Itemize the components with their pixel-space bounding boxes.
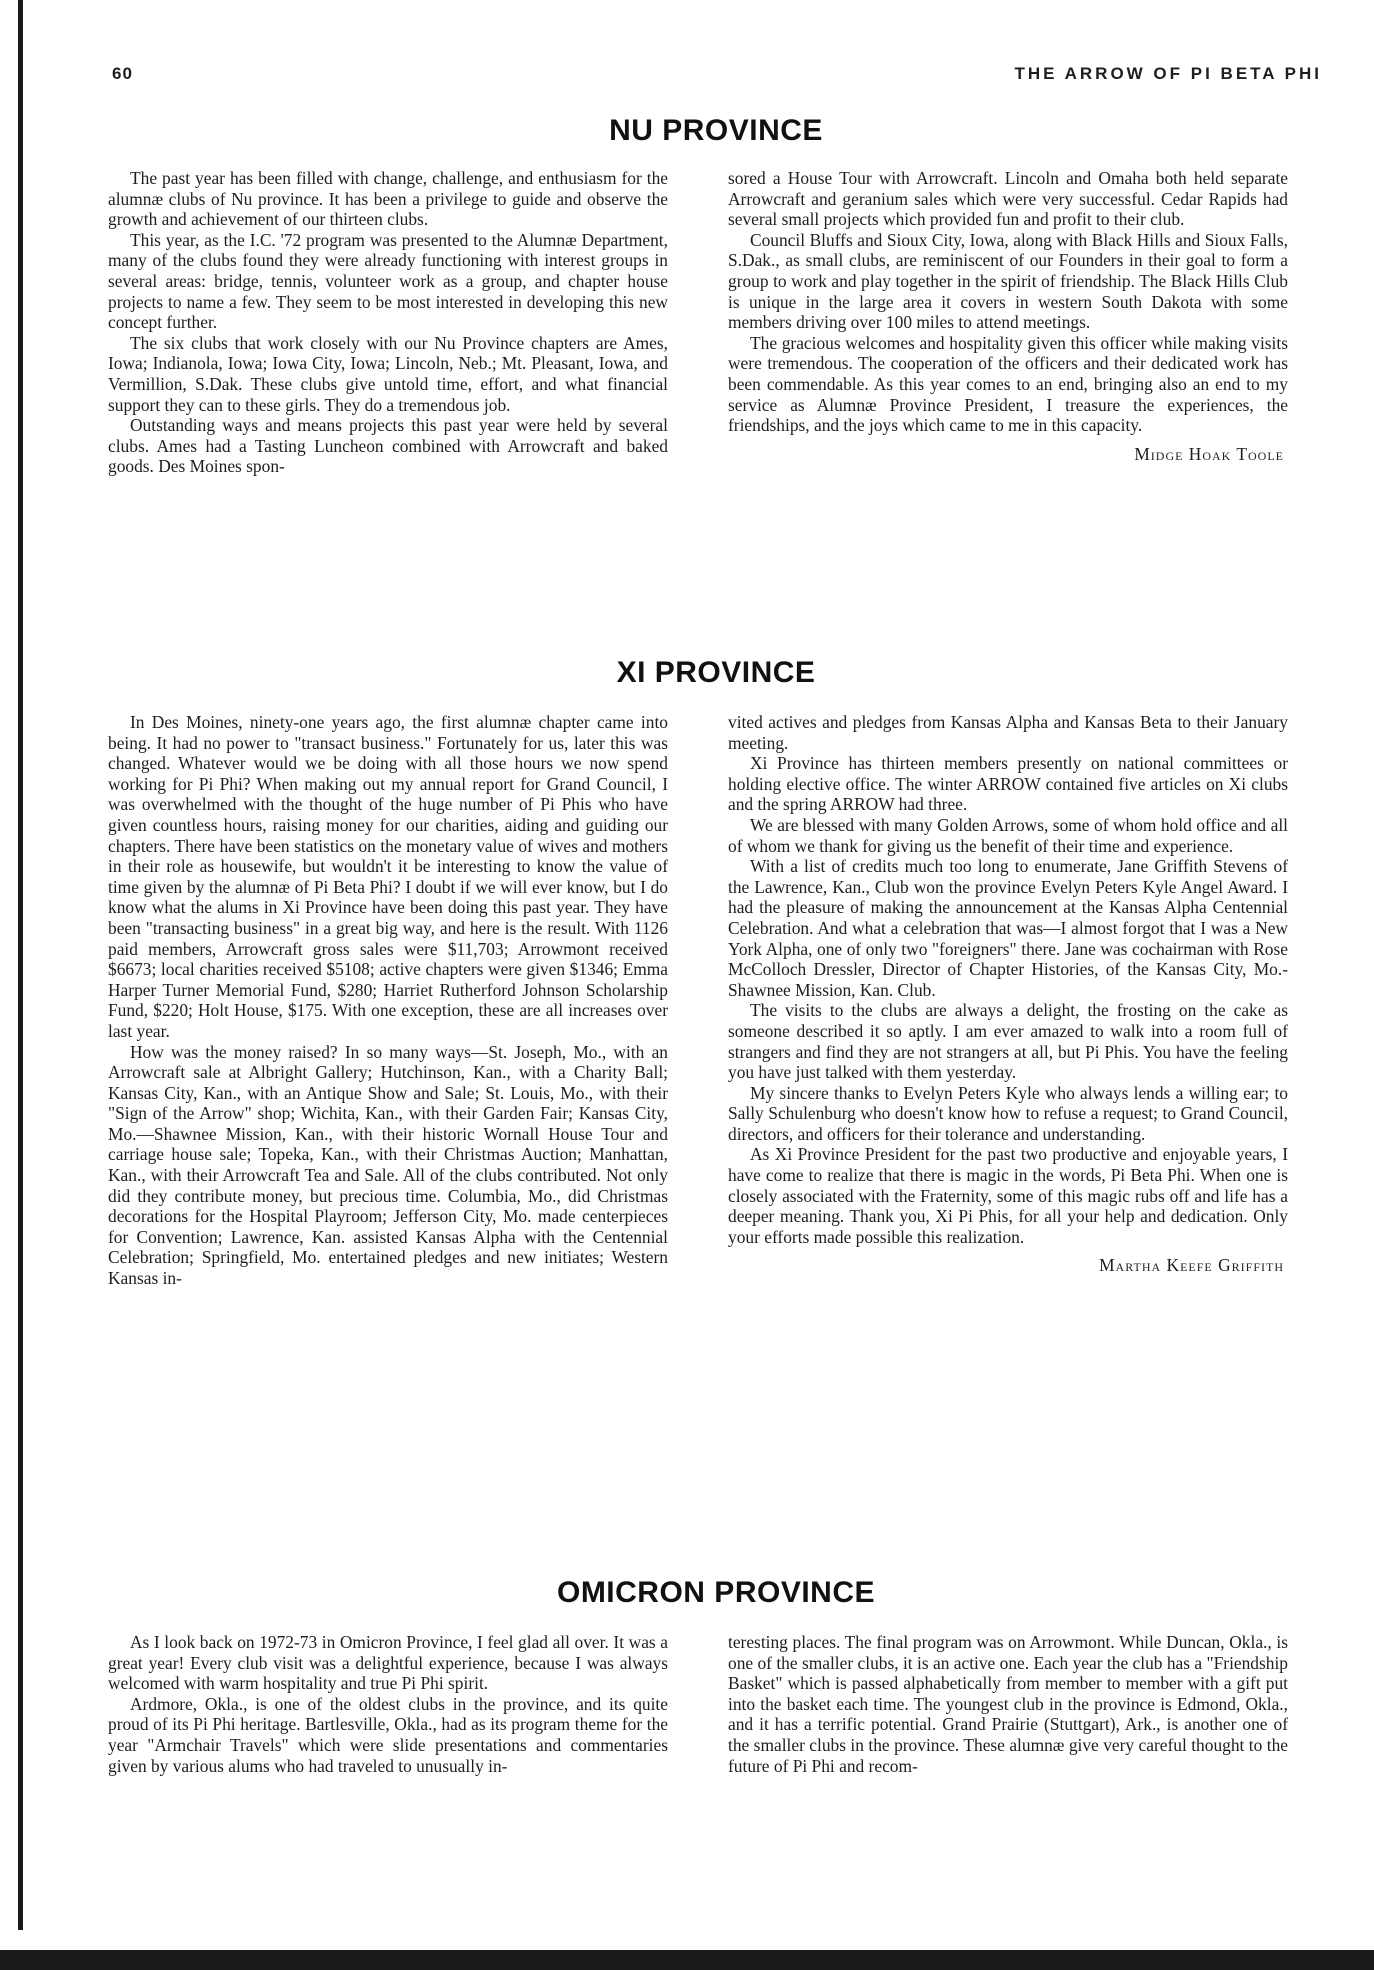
page-bottom-rule: [0, 1950, 1374, 1970]
nu-paragraph: This year, as the I.C. '72 program was presented to the Alumnæ Department, many of the clubs found they were already functioning with interest groups in several areas: bridge, tennis, volunteer work as a group, and chapter house projects to name a few. They seem to be most interested in developing this new concept further.: [108, 229, 668, 333]
omicron-province-title: OMICRON PROVINCE: [556, 1576, 876, 1609]
omicron-paragraph: Ardmore, Okla., is one of the oldest clubs in the province, and its quite proud of its Pi Phi heritage. Bartlesville, Okla., had as its program theme for the year "Armchair Travels" which were slide presentations and commentaries given by various alums who had traveled to unusually in-: [108, 1693, 668, 1776]
xi-signature: Martha Keefe Griffith: [1099, 1255, 1284, 1276]
xi-right-column: [728, 712, 1288, 1276]
nu-paragraph: The past year has been filled with change, challenge, and enthusiasm for the alumnæ clubs of Nu province. It has been a privilege to guide and observe the growth and achievement of our thirteen clubs.: [108, 168, 668, 230]
xi-left-column: [108, 712, 668, 1289]
nu-paragraph: Outstanding ways and means projects this past year were held by several clubs. Ames had a Tasting Luncheon combined with Arrowcraft and baked goods. Des Moines spon-: [108, 415, 668, 477]
nu-signature: Midge Hoak Toole: [1134, 443, 1284, 464]
omicron-right-column: [728, 1632, 1288, 1776]
xi-paragraph: As Xi Province President for the past two productive and enjoyable years, I have come to realize that there is magic in the words, Pi Beta Phi. When one is closely associated with the Fraternity, some of this magic rubs off and life has a deeper meaning. Thank you, Xi Pi Phis, for all your help and dedication. Only your efforts made possible this realization.: [728, 1144, 1288, 1247]
omicron-paragraph: teresting places. The final program was on Arrowmont. While Duncan, Okla., is one of the smaller clubs, it is an active one. Each year the club has a "Friendship Basket" which is passed alphabetically from member to member with a gift put into the basket each time. The youngest club in the province is Edmond, Okla., and it has a terrific potential. Grand Prairie (Stuttgart), Ark., is another one of the smaller clubs in the province. These alumnæ give very careful thought to the future of Pi Phi and recom-: [728, 1632, 1288, 1776]
page-edge-rule: [18, 0, 23, 1930]
nu-paragraph: sored a House Tour with Arrowcraft. Lincoln and Omaha both held separate Arrowcraft and geranium sales which were very successful. Cedar Rapids had several small projects which provided fun and profit to their club.: [728, 168, 1288, 230]
running-title: THE ARROW OF PI BETA PHI: [1014, 64, 1322, 83]
nu-province-title: NU PROVINCE: [609, 114, 823, 147]
omicron-paragraph: As I look back on 1972-73 in Omicron Province, I feel glad all over. It was a great year! Every club visit was a delightful experience, because I was always welcomed with warm hospitality and true Pi Phi spirit.: [108, 1632, 668, 1694]
nu-left-column: [108, 168, 668, 477]
nu-paragraph: The gracious welcomes and hospitality given this officer while making visits were tremendous. The cooperation of the officers and their dedicated work has been commendable. As this year comes to an end, bringing also an end to my service as Alumnæ Province President, I treasure the experiences, the friendships, and the joys which came to me in this capacity.: [728, 332, 1288, 436]
xi-paragraph: My sincere thanks to Evelyn Peters Kyle who always lends a willing ear; to Sally Schulenburg who doesn't know how to refuse a request; to Grand Council, directors, and officers for their tolerance and understanding.: [728, 1082, 1288, 1144]
page-number: 60: [112, 64, 133, 83]
nu-right-column: [728, 168, 1288, 464]
page: [108, 48, 1324, 1948]
xi-paragraph: How was the money raised? In so many ways—St. Joseph, Mo., with an Arrowcraft sale at Albright Gallery; Hutchinson, Kan., with a Charity Ball; Kansas City, Kan., with an Antique Show and Sale; St. Louis, Mo., with their "Sign of the Arrow" shop; Wichita, Kan., with their Garden Fair; Kansas City, Mo.—Shawnee Mission, Kan., with their historic Wornall House Tour and carriage house sale; Topeka, Kan., with their Christmas Auction; Manhattan, Kan., with their Arrowcraft Tea and Sale. All of the clubs contributed. Not only did they contribute money, but precious time. Columbia, Mo., did Christmas decorations for the Hospital Playroom; Jefferson City, Mo. made centerpieces for Convention; Lawrence, Kan. assisted Kansas Alpha with the Centennial Celebration; Springfield, Mo. entertained pledges and new initiates; Western Kansas in-: [108, 1041, 668, 1289]
xi-paragraph: With a list of credits much too long to enumerate, Jane Griffith Stevens of the Lawrence, Kan., Club won the province Evelyn Peters Kyle Angel Award. I had the pleasure of making the announcement at the Kansas Alpha Centennial Celebration. And what a celebration that was—I almost forgot that I was a New York Alpha, one of only two "foreigners" there. Jane was cochairman with Rose McColloch Dressler, Director of Chapter Histories, of the Kansas City, Mo.-Shawnee Mission, Kan. Club.: [728, 856, 1288, 1000]
xi-paragraph: We are blessed with many Golden Arrows, some of whom hold office and all of whom we thank for giving us the benefit of their time and experience.: [728, 814, 1288, 856]
nu-paragraph: Council Bluffs and Sioux City, Iowa, along with Black Hills and Sioux Falls, S.Dak., as small clubs, are reminiscent of our Founders in their goal to form a group to work and play together in the spirit of friendship. The Black Hills Club is unique in the large area it covers in western South Dakota with some members driving over 100 miles to attend meetings.: [728, 229, 1288, 333]
xi-paragraph: The visits to the clubs are always a delight, the frosting on the cake as someone described it so aptly. I am ever amazed to walk into a room full of strangers and find they are not strangers at all, but Pi Phis. You have the feeling you have just talked with them yesterday.: [728, 1000, 1288, 1083]
xi-paragraph: vited actives and pledges from Kansas Alpha and Kansas Beta to their January meeting.: [728, 712, 1288, 753]
omicron-left-column: [108, 1632, 668, 1776]
xi-paragraph: Xi Province has thirteen members presently on national committees or holding elective office. The winter ARROW contained five articles on Xi clubs and the spring ARROW had three.: [728, 753, 1288, 815]
xi-paragraph: In Des Moines, ninety-one years ago, the first alumnæ chapter came into being. It had no power to "transact business." Fortunately for us, later this was changed. Whatever would we be doing with all those hours we now spend working for Pi Phi? When making out my annual report for Grand Council, I was overwhelmed with the thought of the huge number of Pi Phis who have given countless hours, raising money for our charities, aiding and guiding our chapters. There have been statistics on the monetary value of wives and mothers in their role as housewife, but wouldn't it be interesting to know the value of time given by the alumnæ of Pi Beta Phi? I doubt if we will ever know, but I do know what the alums in Xi Province have been doing this past year. They have been "transacting business" in a great big way, and here is the result. With 1126 paid members, Arrowcraft gross sales were $11,703; Arrowmont received $6673; local charities received $5108; active chapters were given $1346; Emma Harper Turner Memorial Fund, $280; Harriet Rutherford Johnson Scholarship Fund, $220; Holt House, $175. With one exception, these are all increases over last year.: [108, 712, 668, 1041]
xi-province-title: XI PROVINCE: [616, 656, 816, 689]
nu-paragraph: The six clubs that work closely with our Nu Province chapters are Ames, Iowa; Indianola, Iowa; Iowa City, Iowa; Lincoln, Neb.; Mt. Pleasant, Iowa, and Vermillion, S.Dak. These clubs give untold time, effort, and what financial support they can to these girls. They do a tremendous job.: [108, 332, 668, 415]
